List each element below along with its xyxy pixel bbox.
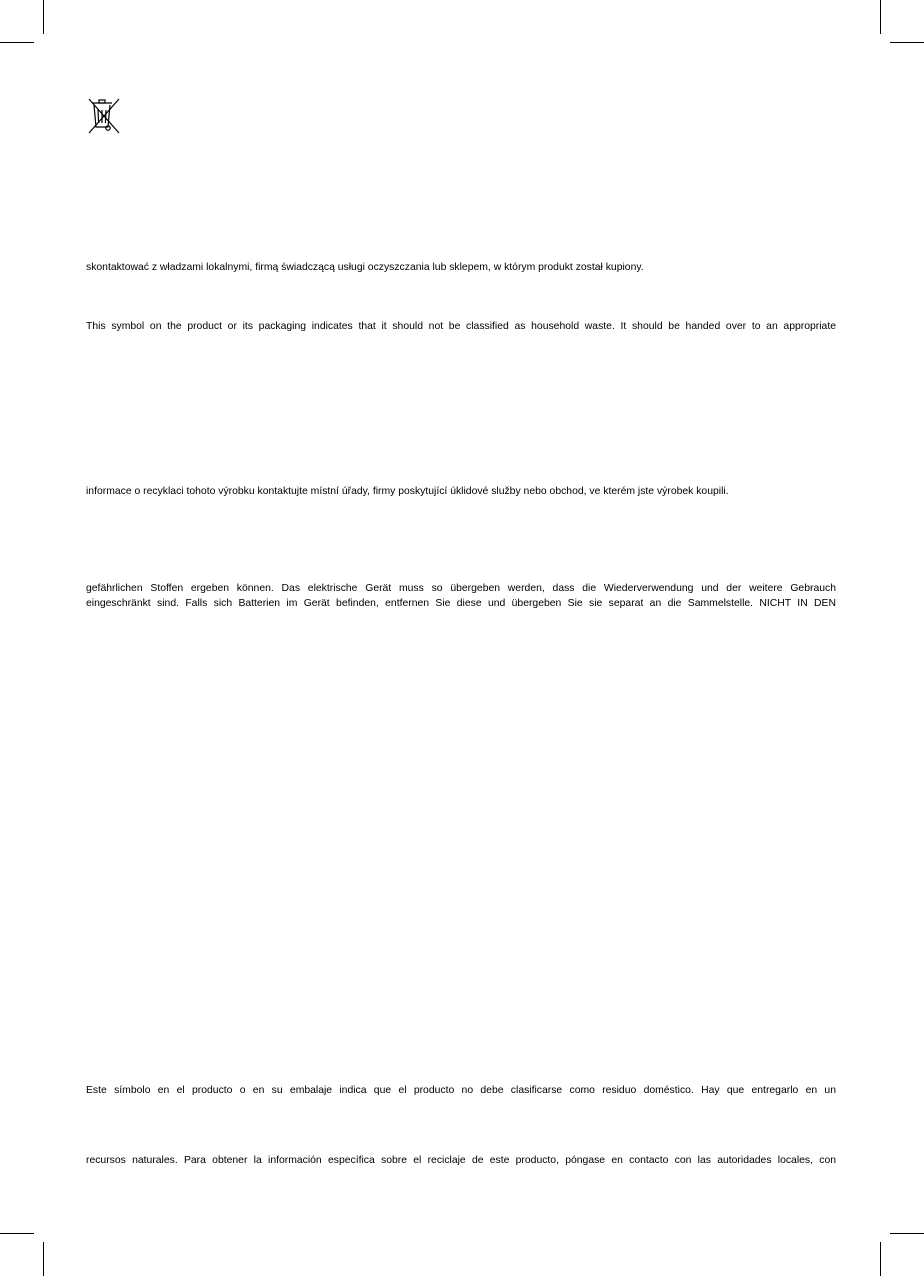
- english-text-line-1: This symbol on the product or its packaging indicates that it should not be classified as household waste. It should be handed over to an appropriate: [86, 321, 836, 332]
- spanish-text-line-2: recursos naturales. Para obtener la información específica sobre el reciclaje de este producto, póngase en contacto con las autoridades locales, con: [86, 1155, 836, 1166]
- polish-text-line-1: skontaktować z władzami lokalnymi, firmą świadczącą usługi oczyszczania lub sklepem, w którym produkt został kupiony.: [86, 262, 644, 273]
- crop-mark-bottom-right-vertical: [880, 1242, 881, 1276]
- weee-crossed-out-bin-icon: [86, 96, 122, 134]
- crop-mark-bottom-right-horizontal: [890, 1233, 924, 1234]
- czech-text-line-1: informace o recyklaci tohoto výrobku kontaktujte místní úřady, firmy poskytující úklidové služby nebo obchod, ve kterém jste výrobek koupili.: [86, 486, 729, 497]
- crop-mark-top-right-horizontal: [890, 42, 924, 43]
- german-text-line-1: gefährlichen Stoffen ergeben können. Das elektrische Gerät muss so übergeben werden, dass die Wiederverwendung und der weitere Gebrauch: [86, 583, 836, 594]
- crop-mark-top-left-vertical: [43, 0, 44, 34]
- crop-mark-top-left-horizontal: [0, 42, 34, 43]
- spanish-text-line-1: Este símbolo en el producto o en su embalaje indica que el producto no debe clasificarse como residuo doméstico. Hay que entregarlo en un: [86, 1085, 836, 1096]
- german-text-line-2: eingeschränkt sind. Falls sich Batterien im Gerät befinden, entfernen Sie diese und übergeben Sie sie separat an die Sammelstelle. NICHT IN DEN: [86, 598, 836, 609]
- crop-mark-top-right-vertical: [880, 0, 881, 34]
- crop-mark-bottom-left-vertical: [43, 1242, 44, 1276]
- crop-mark-bottom-left-horizontal: [0, 1233, 34, 1234]
